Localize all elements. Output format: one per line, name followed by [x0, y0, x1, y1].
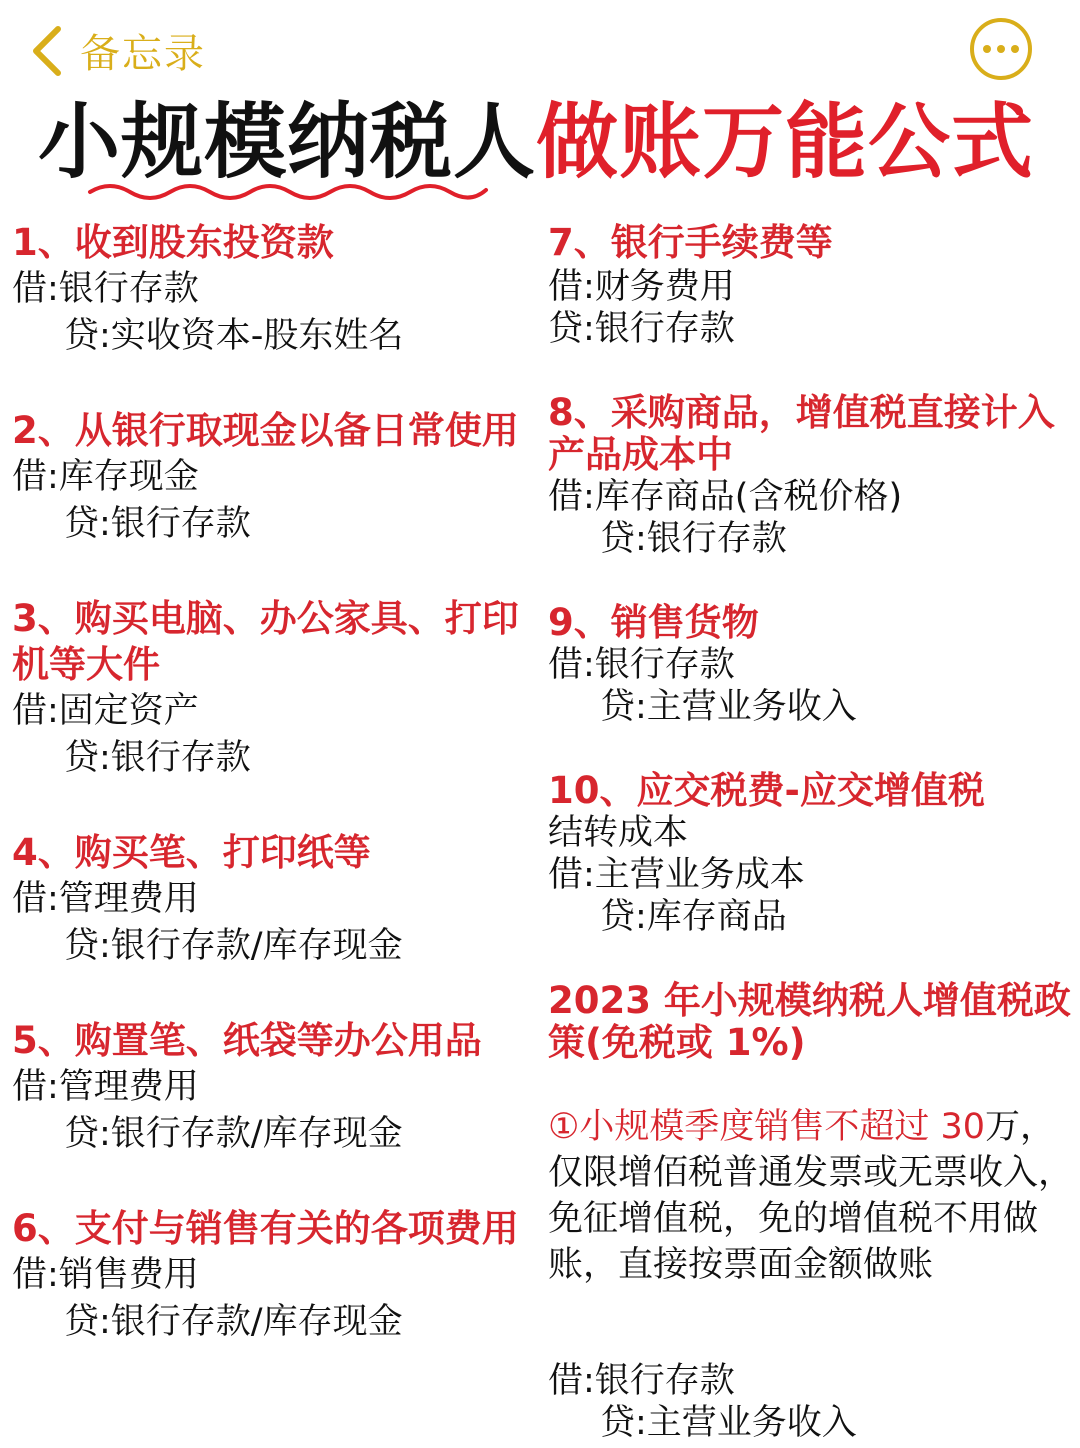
entry-3 [12, 596, 537, 830]
entry-heading: 10、应交税费-应交增值税 [548, 769, 985, 812]
debit-line: 借:管理费用 [12, 879, 199, 919]
right-column [548, 220, 1073, 1444]
credit-line: 贷:银行存款/库存现金 [64, 926, 403, 966]
note-line: 结转成本 [548, 813, 689, 853]
debit-line: 借:银行存款 [548, 645, 735, 685]
policy-paragraph [548, 1104, 1073, 1288]
credit-line: 贷:银行存款/库存现金 [64, 1302, 403, 1342]
debit-line: 借:主营业务成本 [548, 855, 805, 895]
entry-8 [548, 392, 1073, 602]
entry-heading: 2、从银行取现金以备日常使用 [12, 409, 519, 452]
policy-body: 万，仅限增佰税普通发票或无票收入，免征增值税，免的增值税不用做账，直接按票面金额做账 [548, 1107, 1074, 1285]
entry-heading: 5、购置笔、纸袋等办公用品 [12, 1019, 482, 1062]
debit-line: 借:库存商品(含税价格) [548, 477, 903, 517]
chevron-left-icon [28, 25, 68, 77]
credit-line: 贷:银行存款 [64, 738, 251, 778]
policy-lead: ①小规模季度销售不超过 30 [548, 1107, 986, 1147]
entry-5 [12, 1018, 537, 1206]
entry-10 [548, 770, 1073, 980]
credit-line: 贷:银行存款 [64, 504, 251, 544]
debit-line: 借:银行存款 [12, 269, 199, 309]
wavy-underline [86, 176, 490, 204]
entry-1 [12, 220, 537, 408]
entry-heading: 7、银行手续费等 [548, 221, 833, 264]
debit-line: 借:管理费用 [12, 1067, 199, 1107]
back-button[interactable] [28, 22, 206, 79]
credit-line: 贷:银行存款 [548, 309, 735, 349]
entry-heading: 9、销售货物 [548, 601, 759, 644]
entry-heading: 3、购买电脑、办公家具、打印机等大件 [12, 597, 519, 686]
dot [1011, 45, 1019, 53]
entry-heading: 8、采购商品，增值税直接计入产品成本中 [548, 391, 1055, 476]
debit-line: 借:销售费用 [12, 1255, 199, 1295]
policy-section [548, 980, 1073, 1104]
credit-line: 贷:银行存款 [600, 519, 787, 559]
debit-line: 借:库存现金 [12, 457, 199, 497]
policy-detail [548, 1104, 1073, 1360]
back-label: 备忘录 [80, 31, 206, 77]
credit-line: 贷:库存商品 [600, 897, 787, 937]
debit-line: 借:财务费用 [548, 267, 735, 307]
entry-4 [12, 830, 537, 1018]
title-red-part: 做账万能公式 [536, 95, 1035, 190]
more-dots-icon[interactable] [970, 18, 1032, 80]
credit-line: 贷:主营业务收入 [600, 1403, 857, 1443]
credit-line: 贷:主营业务收入 [600, 687, 857, 727]
credit-line: 贷:实收资本-股东姓名 [64, 316, 404, 356]
policy-heading: 2023 年小规模纳税人增值税政策(免税或 1%) [548, 979, 1071, 1064]
entry-9 [548, 602, 1073, 770]
title-black-part: 小规模纳税人 [38, 95, 537, 190]
credit-line: 贷:银行存款/库存现金 [64, 1114, 403, 1154]
entry-heading: 6、支付与销售有关的各项费用 [12, 1207, 519, 1250]
dot [983, 45, 991, 53]
policy-entry [548, 1360, 1073, 1444]
top-bar [0, 0, 1080, 100]
entry-6 [12, 1206, 537, 1346]
entry-heading: 1、收到股东投资款 [12, 221, 334, 264]
entry-2 [12, 408, 537, 596]
entry-heading: 4、购买笔、打印纸等 [12, 831, 371, 874]
dot [997, 45, 1005, 53]
debit-line: 借:银行存款 [548, 1361, 735, 1401]
debit-line: 借:固定资产 [12, 691, 199, 731]
left-column [12, 220, 537, 1346]
entry-7 [548, 220, 1073, 392]
